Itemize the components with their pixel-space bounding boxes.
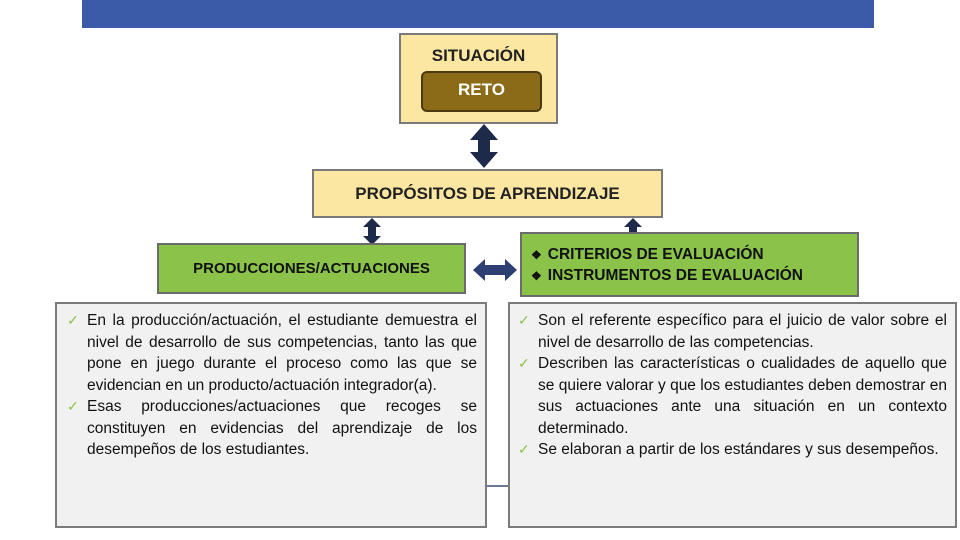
arrow-propositos-producciones	[363, 218, 381, 245]
list-item-text: Esas producciones/actuaciones que recoges se constituyen en evidencias del aprendizaje de los desempeños de los estudiantes.	[87, 398, 477, 458]
checkmark-icon: ✓	[67, 398, 79, 414]
checkmark-icon: ✓	[518, 312, 530, 328]
arrow-situacion-propositos	[470, 124, 498, 168]
criterios-line-1	[531, 244, 857, 265]
criterios-line-2	[531, 265, 857, 286]
propositos-box: PROPÓSITOS DE APRENDIZAJE	[312, 169, 663, 218]
criterios-detail-box	[508, 302, 957, 528]
list-item	[67, 396, 477, 461]
checkmark-icon: ✓	[67, 312, 79, 328]
list-item	[67, 310, 477, 396]
arrow-producciones-criterios	[473, 259, 517, 281]
list-item	[518, 310, 947, 353]
instrumentos-label: INSTRUMENTOS DE EVALUACIÓN	[547, 267, 803, 284]
criterios-label: CRITERIOS DE EVALUACIÓN	[547, 246, 764, 263]
situacion-title: SITUACIÓN	[431, 46, 526, 65]
list-item-text: Son el referente específico para el juicio de valor sobre el nivel de desarrollo de las competencias.	[538, 312, 947, 351]
producciones-box: PRODUCCIONES/ACTUACIONES	[157, 243, 466, 294]
list-item-text: Describen las características o cualidades de aquello que se quiere valorar y que los estudiantes deben demostrar en sus actuaciones ante una situación en un contexto determinado.	[538, 355, 947, 437]
list-item	[518, 353, 947, 439]
criterios-box	[520, 232, 859, 297]
diamond-bullet-icon: ❖	[531, 269, 542, 283]
diamond-bullet-icon: ❖	[531, 248, 542, 262]
producciones-detail-box	[55, 302, 487, 528]
checkmark-icon: ✓	[518, 355, 530, 371]
list-item-text: En la producción/actuación, el estudiante demuestra el nivel de desarrollo de sus competencias, tanto las que pone en juego durante el proceso como las que se evidencian en un producto/actuación integrador(a).	[87, 312, 477, 394]
list-item-text: Se elaboran a partir de los estándares y sus desempeños.	[538, 441, 939, 458]
reto-box: RETO	[421, 71, 542, 112]
checkmark-icon: ✓	[518, 441, 530, 457]
list-item	[518, 439, 947, 461]
